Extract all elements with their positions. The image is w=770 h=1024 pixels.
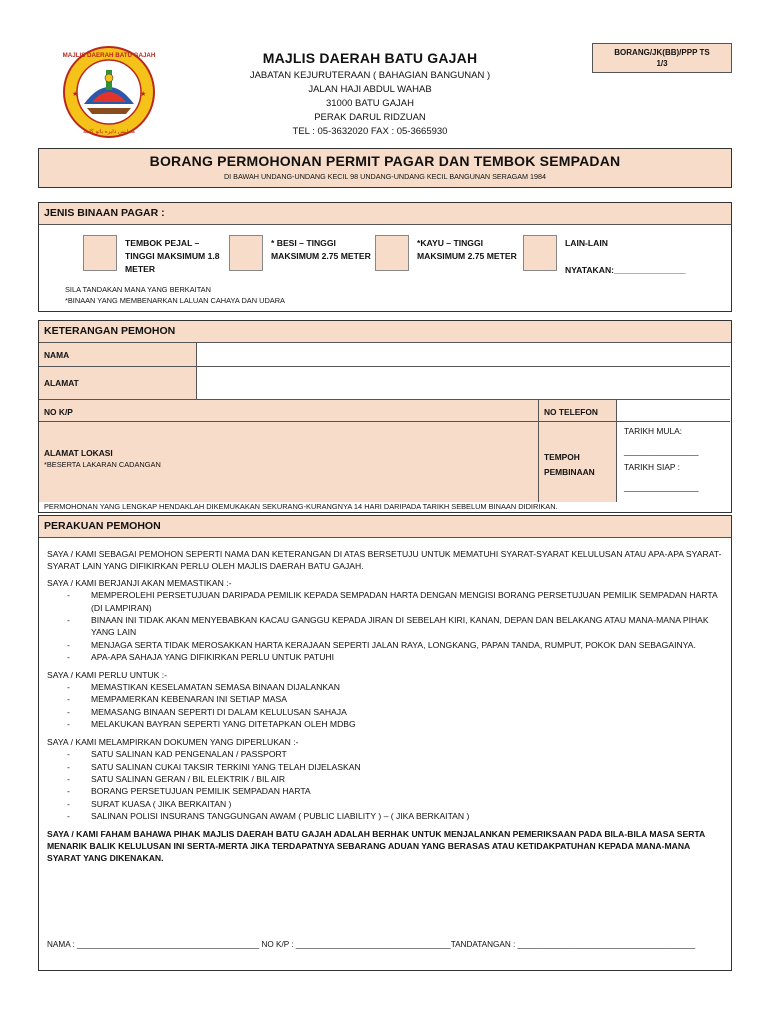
jenis-binaan-heading: JENIS BINAAN PAGAR : — [39, 203, 731, 225]
form-subtitle: DI BAWAH UNDANG-UNDANG KECIL 98 UNDANG-UNDANG KECIL BANGUNAN SERAGAM 1984 — [223, 172, 547, 181]
address-line-2: 31000 BATU GAJAH — [325, 98, 414, 109]
label-alamat-lokasi — [39, 422, 539, 502]
option-label: *KAYU – TINGGI MAKSIMUM 2.75 METER — [417, 238, 517, 261]
address-line-3: PERAK DARUL RIDZUAN — [314, 112, 426, 123]
list-item: - MENJAGA SERTA TIDAK MEROSAKKAN HARTA KERAJAAN SEPERTI JALAN RAYA, LONGKANG, PAPAN TANDA, RUMPUT, POKOK DAN SEBAGAINYA. — [67, 639, 696, 650]
row-nokp — [39, 400, 730, 422]
row-alamat — [39, 367, 730, 400]
submission-notice: PERMOHONAN YANG LENGKAP HENDAKLAH DIKEMUKAKAN SEKURANG-KURANGNYA 14 HARI DARIPADA TARIKH SEBELUM BINAAN DIDIRIKAN. — [44, 502, 558, 511]
list-item: - SATU SALINAN KAD PENGENALAN / PASSPORT — [67, 749, 287, 760]
form-number-badge — [592, 43, 732, 73]
perakuan-para-3: SAYA / KAMI PERLU UNTUK :- — [47, 669, 168, 680]
address-line-1: JALAN HAJI ABDUL WAHAB — [308, 84, 432, 95]
svg-text:مجليس دايره باتو ڬاجه: مجليس دايره باتو ڬاجه — [83, 129, 135, 135]
option-label: * BESI – TINGGI MAKSIMUM 2.75 METER — [271, 238, 371, 261]
input-nama[interactable] — [197, 343, 730, 366]
council-logo — [62, 42, 156, 142]
option-label: TEMBOK PEJAL – TINGGI MAKSIMUM 1.8 METER — [125, 238, 220, 274]
list-item: - MEMASANG BINAAN SEPERTI DI DALAM KELULUSAN SAHAJA — [67, 706, 347, 717]
checkbox-lain-lain[interactable] — [523, 235, 557, 271]
svg-text:★: ★ — [72, 90, 79, 98]
dokumen-list — [47, 748, 723, 822]
list-item: - MELAKUKAN BAYRAN SEPERTI YANG DITETAPKAN OLEH MDBG — [67, 719, 356, 730]
page-number: 1/3 — [656, 59, 668, 68]
list-item: - MEMASTIKAN KESELAMATAN SEMASA BINAAN DIJALANKAN — [67, 682, 340, 693]
alamat-lokasi-text: ALAMAT LOKASI — [44, 448, 113, 458]
jenis-binaan-section — [38, 202, 732, 312]
perakuan-body — [47, 548, 723, 869]
nyatakan-field[interactable]: NYATAKAN:_______________ — [565, 265, 686, 275]
list-item: - SATU SALINAN CUKAI TAKSIR TERKINI YANG TELAH DIJELASKAN — [67, 761, 361, 772]
row-lokasi — [39, 422, 730, 502]
list-item: - SATU SALINAN GERAN / BIL ELEKTRIK / BIL AIR — [67, 773, 286, 784]
keterangan-pemohon-section — [38, 320, 732, 513]
tarikh-mula-label: TARIKH MULA: — [624, 426, 683, 436]
perakuan-heading: PERAKUAN PEMOHON — [39, 516, 731, 538]
instruction-note: SILA TANDAKAN MANA YANG BERKAITAN — [65, 285, 211, 294]
header — [200, 50, 540, 139]
svg-text:MAJLIS DAERAH BATU GAJAH: MAJLIS DAERAH BATU GAJAH — [62, 52, 156, 59]
svg-text:★: ★ — [140, 90, 147, 98]
label-alamat: ALAMAT — [39, 367, 197, 399]
option-label: LAIN-LAIN — [565, 238, 608, 248]
org-name: MAJLIS DAERAH BATU GAJAH — [262, 50, 478, 66]
list-item: - MEMPAMERKAN KEBENARAN INI SETIAP MASA — [67, 694, 287, 705]
perakuan-para-4: SAYA / KAMI MELAMPIRKAN DOKUMEN YANG DIPERLUKAN :- — [47, 736, 299, 747]
list-item: - SALINAN POLISI INSURANS TANGGUNGAN AWAM ( PUBLIC LIABILITY ) – ( JIKA BERKAITAN ) — [67, 811, 470, 822]
row-nama — [39, 343, 730, 367]
perakuan-para-2: SAYA / KAMI BERJANJI AKAN MEMASTIKAN :- — [47, 577, 232, 588]
contact-line: TEL : 05-3632020 FAX : 05-3665930 — [292, 126, 448, 137]
binaan-note: *BINAAN YANG MEMBENARKAN LALUAN CAHAYA DAN UDARA — [65, 296, 285, 305]
list-item: - BORANG PERSETUJUAN PEMILIK SEMPADAN HARTA — [67, 786, 311, 797]
signature-line[interactable]: NAMA : ________________________________________ NO K/P : __________________________________TANDATANGAN : _______________________________________ — [47, 940, 696, 949]
form-title: BORANG PERMOHONAN PERMIT PAGAR DAN TEMBOK SEMPADAN — [149, 153, 621, 169]
list-item: - SURAT KUASA ( JIKA BERKAITAN ) — [67, 798, 232, 809]
input-notel[interactable] — [617, 400, 730, 421]
tempoh-box — [617, 422, 730, 502]
list-item: - MEMPEROLEHI PERSETUJUAN DARIPADA PEMILIK KEPADA SEMPADAN HARTA DENGAN MENGISI BORANG PERSETUJUAN PEMILIK SEMPADAN HARTA (DI LAMPIRAN) — [67, 590, 718, 613]
label-nama: NAMA — [39, 343, 197, 366]
list-item: - APA-APA SAHAJA YANG DIFIKIRKAN PERLU UNTUK PATUHI — [67, 652, 335, 663]
tarikh-siap-label: TARIKH SIAP : — [624, 462, 681, 472]
label-tempoh: TEMPOH PEMBINAAN — [539, 422, 617, 502]
form-title-bar — [38, 148, 732, 188]
perakuan-para-5: SAYA / KAMI FAHAM BAHAWA PIHAK MAJLIS DAERAH BATU GAJAH ADALAH BERHAK UNTUK MENJALANKAN PEMERIKSAAN PADA BILA-BILA MASA SERTA MENARIK BALIK KELULUSAN INI SERTA-MERTA JIKA TERDAPATNYA SEBARANG ADUAN YANG BERASAS ATAU KETIDAKPATUHAN KEPADA MANA-MANA SYARAT YANG DIKENAKAN. — [47, 828, 705, 864]
tarikh-mula-field[interactable]: ________________ — [624, 446, 699, 456]
janji-list — [47, 589, 723, 663]
form-number: BORANG/JK(BB)/PPP TS — [614, 48, 710, 57]
lakaran-note: *BESERTA LAKARAN CADANGAN — [44, 460, 161, 469]
dept-line: JABATAN KEJURUTERAAN ( BAHAGIAN BANGUNAN ) — [249, 70, 491, 81]
checkbox-tembok-pejal[interactable] — [83, 235, 117, 271]
list-item: - BINAAN INI TIDAK AKAN MENYEBABKAN KACAU GANGGU KEPADA JIRAN DI SEBELAH KIRI, KANAN, DEPAN DAN BELAKANG ATAU MANA-MANA PIHAK YANG LAIN — [67, 615, 709, 638]
checkbox-besi[interactable] — [229, 235, 263, 271]
perlu-list — [47, 681, 723, 731]
perakuan-para-1: SAYA / KAMI SEBAGAI PEMOHON SEPERTI NAMA DAN KETERANGAN DI ATAS BERSETUJU UNTUK MEMATUHI SYARAT-SYARAT KELULUSAN ATAU APA-APA SYARAT-SYARAT LAIN YANG DIFIKIRKAN PERLU OLEH MAJLIS DAERAH BATU GAJAH. — [47, 549, 722, 572]
tarikh-siap-field[interactable]: ________________ — [624, 482, 699, 492]
perakuan-pemohon-section — [38, 515, 732, 971]
label-notel: NO TELEFON — [539, 400, 617, 421]
checkbox-kayu[interactable] — [375, 235, 409, 271]
keterangan-heading: KETERANGAN PEMOHON — [39, 321, 731, 343]
input-alamat[interactable] — [197, 367, 730, 399]
label-nokp: NO K/P — [39, 400, 539, 421]
